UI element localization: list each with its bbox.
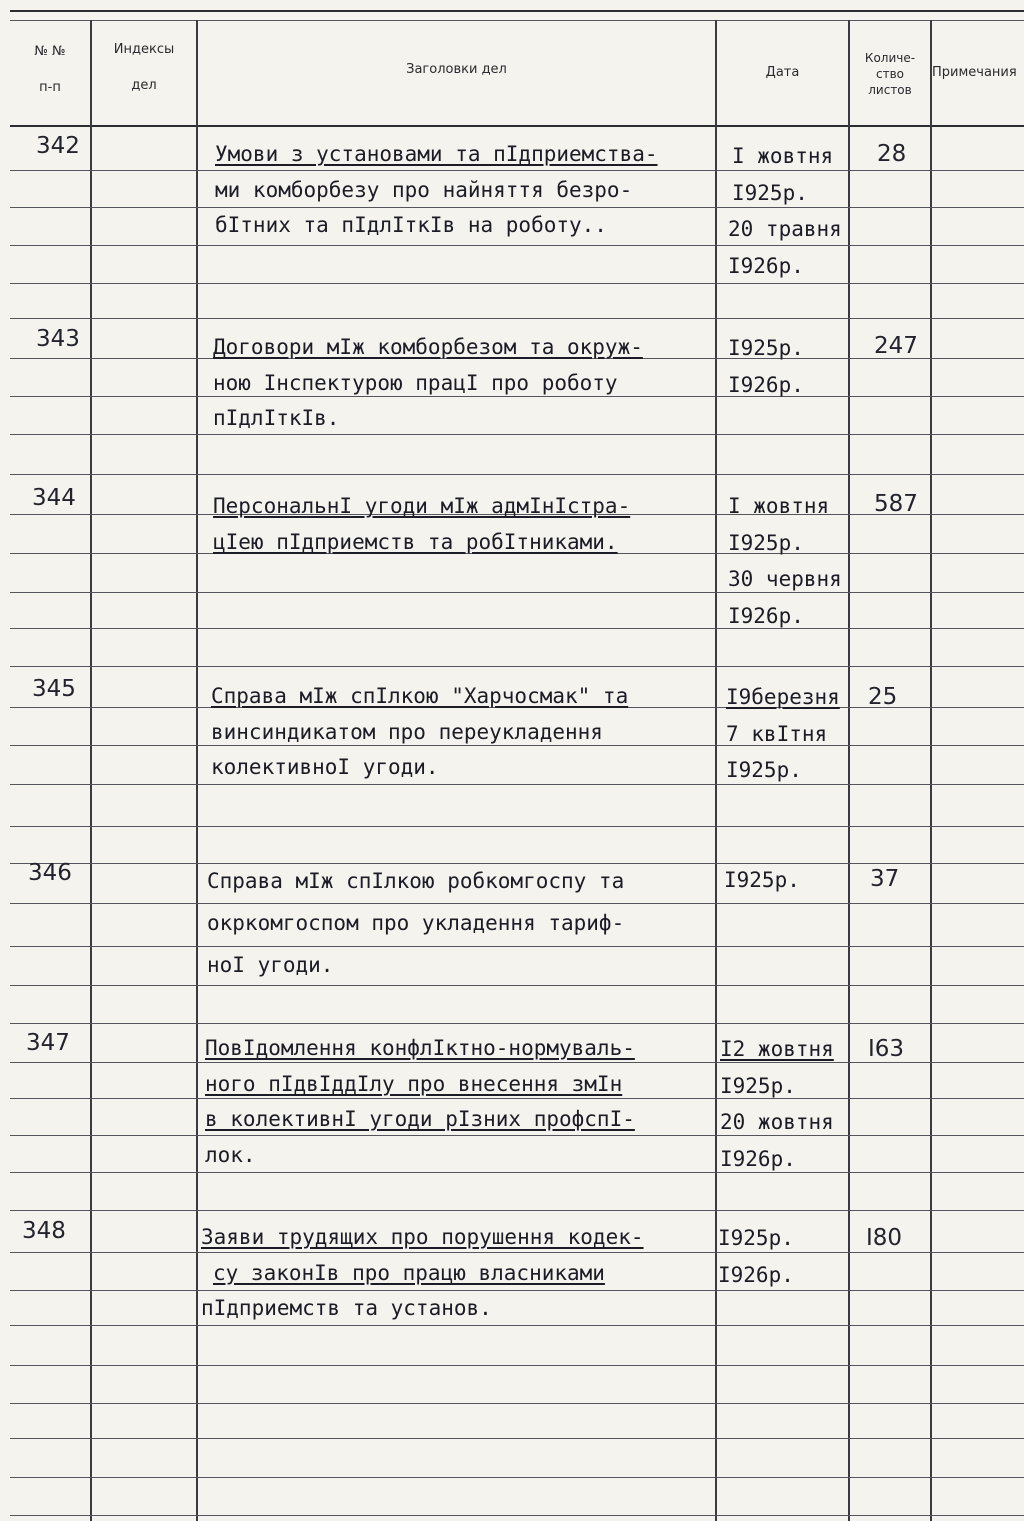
ruled-line (10, 1023, 1024, 1024)
record-title-line: цIею пIдприемств та робIтниками. (213, 529, 618, 554)
record-title-line: бIтних та пIдлIткIв на роботу.. (215, 213, 607, 237)
record-date-line: I жовтня (728, 494, 830, 518)
record-date-line: I925р. (728, 530, 804, 555)
ruled-line (10, 1403, 1024, 1404)
record-sheets: 25 (868, 684, 898, 710)
header-index (92, 42, 196, 95)
record-title-line: ПерсональнI угоди мIж адмIнIстра- (213, 494, 631, 518)
record-date-line: I9березня (726, 685, 840, 709)
record-date-line: I жовтня (732, 144, 834, 168)
record-title-line: пIдлIткIв. (213, 406, 340, 430)
record-sheets: 28 (877, 141, 907, 167)
record-date-line: I925р. (720, 1073, 796, 1098)
ruled-line (10, 1210, 1024, 1211)
record-title-line: ноI угоди. (207, 953, 334, 977)
ruled-line (10, 592, 1024, 593)
header-notes: Примечания (932, 65, 1017, 80)
ruled-line (10, 666, 1024, 667)
record-title-line: Договори мIж комборбезом та окруж- (213, 335, 643, 359)
record-title-line: ми комборбезу про найняття безро- (215, 177, 633, 202)
record-date-line: I2 жовтня (720, 1037, 834, 1061)
record-title (201, 1220, 715, 1327)
record-title-line: Заяви трудящих про порушення кодек- (201, 1225, 644, 1249)
record-date-line: I925р. (732, 180, 808, 205)
record-title-line: ного пIдвIддIлу про внесення змIн (205, 1071, 623, 1096)
record-date-line: I926р. (728, 372, 804, 397)
record-date-line: I925р. (724, 868, 800, 892)
record-date-line: I926р. (720, 1146, 796, 1171)
header-bottom-rule (10, 125, 1024, 127)
record-number: 346 (28, 860, 72, 886)
ruled-line (10, 1515, 1024, 1516)
record-date-line: I925р. (718, 1226, 794, 1250)
top-rule (10, 10, 1024, 12)
record-number: 343 (36, 326, 80, 352)
ruled-line (10, 245, 1024, 246)
record-sheets: I80 (866, 1225, 903, 1251)
record-date (720, 330, 804, 403)
record-date (720, 862, 800, 899)
record-title-line: Умови з установами та пIдприемства- (215, 142, 658, 166)
record-title (205, 489, 715, 560)
record-date-line: 7 квIтня (726, 721, 828, 746)
record-title-line: в колективнI угоди рIзних профспI- (205, 1107, 635, 1131)
record-date (720, 138, 842, 284)
ruled-line (10, 1438, 1024, 1439)
ruled-line (10, 474, 1024, 475)
record-title-line: ною Iнспектурою працI про роботу (213, 370, 618, 395)
record-title-line: винсиндикатом про переукладення (211, 719, 603, 744)
header-num (10, 44, 90, 97)
record-date (720, 679, 840, 789)
record-sheets: 587 (874, 491, 918, 517)
record-title-line: лок. (205, 1142, 256, 1167)
record-date-line: 20 жовтня (720, 1110, 834, 1134)
record-number: 348 (22, 1218, 66, 1244)
record-date-line: I926р. (728, 603, 804, 628)
record-title-line: пIдприемств та установ. (201, 1296, 492, 1320)
record-sheets: 37 (870, 866, 900, 892)
ruled-line (10, 628, 1024, 629)
ruled-line (10, 1365, 1024, 1366)
record-date (720, 1031, 834, 1177)
ruled-line (10, 1477, 1024, 1478)
record-number: 342 (36, 133, 80, 159)
ruled-line (10, 826, 1024, 827)
record-number: 344 (32, 485, 76, 511)
record-date-line: I925р. (726, 758, 802, 782)
header-count (850, 50, 930, 99)
record-title (205, 137, 715, 244)
record-date-line: I926р. (718, 1262, 794, 1287)
record-date-line: I925р. (728, 336, 804, 360)
record-title (205, 679, 715, 786)
record-title-line: су законIв про працю власниками (213, 1260, 605, 1285)
header-count-3: листов (868, 83, 912, 98)
ruled-line (10, 318, 1024, 319)
record-date-line: 20 травня (728, 217, 842, 241)
record-sheets: 247 (874, 333, 918, 359)
header-index-label: Индексы (113, 42, 175, 57)
record-title-line: колективноI угоди. (211, 755, 439, 779)
record-title (205, 860, 715, 986)
record-number: 347 (26, 1030, 70, 1056)
record-title-line: Справа мIж спIлкою "Харчосмак" та (211, 684, 629, 708)
record-title-line: ПовIдомлення конфлIктно-нормуваль- (205, 1036, 635, 1060)
record-title (205, 1031, 715, 1173)
record-number: 345 (32, 676, 76, 702)
record-date-line: I926р. (728, 253, 804, 278)
record-title-line: Справа мIж спIлкою робкомгоспу та (207, 869, 625, 893)
header-num-label: № № (34, 44, 66, 59)
header-date: Дата (765, 65, 800, 80)
header-index-sub: дел (131, 78, 157, 94)
record-date-line: 30 червня (728, 567, 842, 591)
record-title-line: окркомгоспом про укладення тариф- (207, 911, 625, 935)
record-date (720, 488, 842, 634)
record-date (720, 1220, 794, 1293)
record-sheets: I63 (868, 1036, 905, 1062)
ruled-line (10, 283, 1024, 284)
header-count-1: Количе- (864, 51, 916, 65)
top-rule-2 (10, 20, 1024, 21)
header-count-2: ство (875, 67, 904, 82)
header-title: Заголовки дел (406, 62, 507, 77)
record-title (205, 330, 715, 437)
header-num-sub: п-п (39, 80, 61, 96)
